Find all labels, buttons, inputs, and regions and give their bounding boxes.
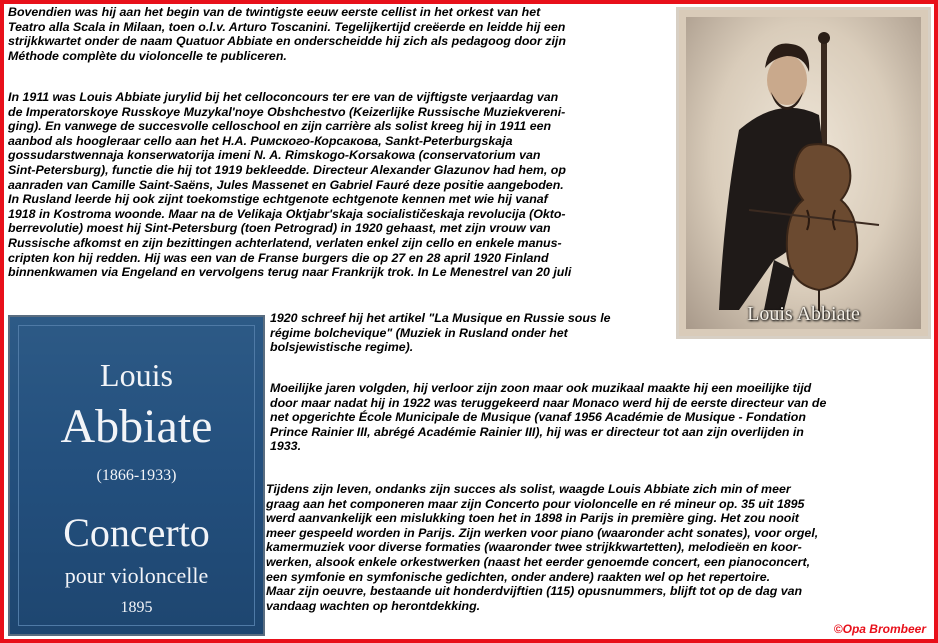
cover-subtitle: pour violoncelle xyxy=(64,563,209,588)
text-line: Bovendien was hij aan het begin van de twintigste eeuw eerste cellist in het orkest van het xyxy=(8,5,541,19)
text-line: Tijdens zijn leven, ondanks zijn succes als solist, waagde Louis Abbiate zich min of meer xyxy=(266,482,791,496)
text-line: berrevolutie) moest hij Sint-Petersburg (toen Petrograd) in 1920 gehaast, met zijn vrouw van xyxy=(8,221,551,236)
cello-body xyxy=(787,144,857,290)
cover-title: Concerto xyxy=(63,510,210,555)
text-line: graag aan het componeren maar zijn Concerto pour violoncelle en ré mineur op. 35 uit 1895 xyxy=(266,496,805,511)
text-line: gossudarstwennaja konserwatorija imeni N. A. Rimskogo-Korsakowa (conservatorium van xyxy=(8,148,541,163)
cover-first-name: Louis xyxy=(100,357,173,393)
text-line: régime bolchevique" (Muziek in Rusland onder het xyxy=(270,325,568,340)
text-line: cripten kon hij redden. Hij was een van de Franse burgers die op 27 en 28 april 1920 Finland xyxy=(8,250,549,265)
text-line: aanraden van Camille Saint-Saëns, Jules Massenet en Gabriel Fauré deze positie aangeboden. xyxy=(8,177,564,192)
text-line: 1918 in Kostroma woonde. Maar na de Velikaja Oktjabr'skaja socialističeskaja revolucija (Okto- xyxy=(8,206,566,221)
paragraph-1 xyxy=(8,5,566,63)
paragraph-2-continued xyxy=(270,311,611,355)
text-line: strijkkwartet onder de naam Quatuor Abbiate en onderscheidde hij zich als pedagoog door zijn xyxy=(8,34,566,49)
text-line: Sint-Petersburg), functie die hij tot 1919 bekleedde. Directeur Alexander Glazunov had hem, op xyxy=(8,162,566,177)
paragraph-3 xyxy=(270,381,826,454)
cello-scroll xyxy=(818,32,830,44)
text-line: ging). En vanwege de succesvolle celloschool en zijn carrière als solist kreeg hij in 1911 een xyxy=(8,119,552,134)
text-line: In 1911 was Louis Abbiate jurylid bij het celloconcours ter ere van de vijftigste verjaardag van xyxy=(8,90,559,104)
text-line: 1933. xyxy=(270,439,302,454)
photo-caption: Louis Abbiate xyxy=(747,303,860,325)
text-line: door maar nadat hij in 1922 was teruggekeerd naar Monaco werd hij de eerste directeur van de xyxy=(270,395,827,410)
text-line: meer gespeeld worden in Parijs. Zijn werken voor piano (waaronder acht sonates), voor orgel, xyxy=(266,525,819,540)
text-line: 1920 schreef hij het artikel "La Musique en Russie sous le xyxy=(270,311,611,325)
cover-last-name: Abbiate xyxy=(60,400,213,453)
text-line: werd aanvankelijk een mislukking toen het in 1898 in Parijs in première ging. Het zou nooit xyxy=(266,511,799,526)
portrait-photo xyxy=(676,7,931,339)
text-line: net opgerichte École Municipale de Musique (vanaf 1956 Académie de Musique - Fondation xyxy=(270,410,806,425)
text-line: In Rusland leerde hij ook zijnt toekomstige echtgenote echtgenote kennen met wie hij vanaf xyxy=(8,192,548,207)
text-line: Moeilijke jaren volgden, hij verloor zijn zoon maar ook muzikaal maakte hij een moeilijke tijd xyxy=(270,381,812,395)
text-line: kamermuziek voor diverse formaties (waaronder twee strijkkwartetten), melodieën en koor- xyxy=(266,540,802,555)
text-line: Prince Rainier III, abrégé Académie Rainier III), hij was er directeur tot aan zijn overlijden in xyxy=(270,424,804,439)
copyright-credit: ©Opa Brombeer xyxy=(833,622,926,636)
text-line: de Imperatorskoye Russkoye Muzykal'noye Obshchestvo (Keizerlijke Russische Muziekvereni- xyxy=(8,104,566,119)
cello-neck xyxy=(821,40,827,150)
cover-years: (1866-1933) xyxy=(96,467,177,484)
paragraph-4 xyxy=(266,482,818,613)
text-line: een symfonie en symfonische gedichten, onder andere) raakten wel op het repertoire. xyxy=(266,569,771,584)
score-cover xyxy=(8,315,265,636)
text-line: bolsjewistische regime). xyxy=(270,340,414,355)
text-line: Méthode complète du violoncelle te publiceren. xyxy=(8,48,287,63)
paragraph-2 xyxy=(8,90,571,280)
text-line: aanbod als hoogleraar cello aan het H.A. Римского-Корсакова, Sankt-Peterburgskaja xyxy=(8,133,513,148)
text-line: Maar zijn oeuvre, bestaande uit honderdvijftien (115) opusnummers, blijft tot op de dag van xyxy=(266,584,803,599)
text-line: Teatro alla Scala in Milaan, toen o.l.v. Arturo Toscanini. Tegelijkertijd creëerde en leidde hij een xyxy=(8,19,566,34)
text-line: Russische afkomst en zijn bezittingen achterlatend, verlaten enkel zijn cello en enkele manus- xyxy=(8,235,562,250)
cover-year: 1895 xyxy=(120,599,153,616)
text-line: werken, alsook enkele orkestwerken (naast het eerder genoemde concert, een pianoconcert, xyxy=(266,554,811,569)
text-line: binnenkwamen via Engeland en vervolgens terug naar Frankrijk trok. In Le Menestrel van 20 juli xyxy=(8,265,572,280)
text-line: vandaag wachten op herontdekking. xyxy=(266,598,481,613)
cellist-illustration xyxy=(679,10,928,336)
